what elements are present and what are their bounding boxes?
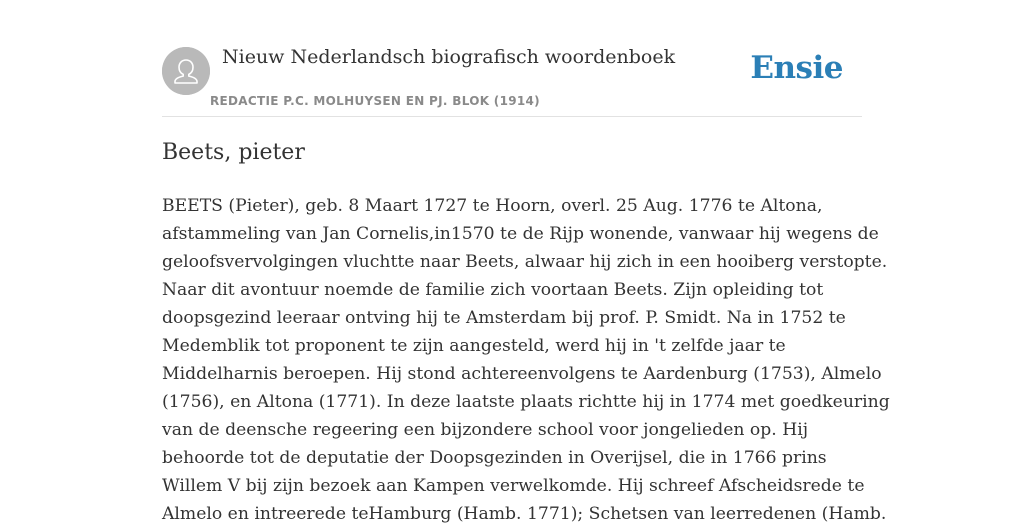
article-body-line: Medemblik tot proponent te zijn aangesteld, werd hij in 't zelfde jaar te xyxy=(162,336,786,356)
article-body-line: Middelharnis beroepen. Hij stond achtereenvolgens te Aardenburg (1753), Almelo xyxy=(162,364,882,384)
article-body-line: BEETS (Pieter), geb. 8 Maart 1727 te Hoorn, overl. 25 Aug. 1776 te Altona, xyxy=(162,196,823,216)
person-outline-icon xyxy=(162,47,210,95)
user-avatar-icon[interactable] xyxy=(162,47,210,95)
article-body-line: (1756), en Altona (1771). In deze laatste plaats richtte hij in 1774 met goedkeuring xyxy=(162,392,890,412)
source-title[interactable]: Nieuw Nederlandsch biografisch woordenboek xyxy=(222,46,676,68)
article-title: Beets, pieter xyxy=(162,140,305,165)
source-editors: REDACTIE P.C. MOLHUYSEN EN PJ. BLOK (1914) xyxy=(210,94,540,108)
article-body-line: behoorde tot de deputatie der Doopsgezinden in Overijsel, die in 1766 prins xyxy=(162,448,827,468)
brand-logo[interactable]: Ensie xyxy=(750,50,843,86)
article-body-line: van de deensche regeering een bijzondere school voor jongelieden op. Hij xyxy=(162,420,809,440)
article-body-line: doopsgezind leeraar ontving hij te Amsterdam bij prof. P. Smidt. Na in 1752 te xyxy=(162,308,846,328)
article-body xyxy=(162,192,890,528)
article-body-line: Almelo en intreerede teHamburg (Hamb. 1771); Schetsen van leerredenen (Hamb. xyxy=(162,504,887,524)
article-body-line: Willem V bij zijn bezoek aan Kampen verwelkomde. Hij schreef Afscheidsrede te xyxy=(162,476,865,496)
article-body-line: afstammeling van Jan Cornelis,in1570 te de Rijp wonende, vanwaar hij wegens de xyxy=(162,224,879,244)
article-body-line: Naar dit avontuur noemde de familie zich voortaan Beets. Zijn opleiding tot xyxy=(162,280,824,300)
article-body-line: geloofsvervolgingen vluchtte naar Beets, alwaar hij zich in een hooiberg verstopte. xyxy=(162,252,888,272)
source-header xyxy=(162,40,862,117)
